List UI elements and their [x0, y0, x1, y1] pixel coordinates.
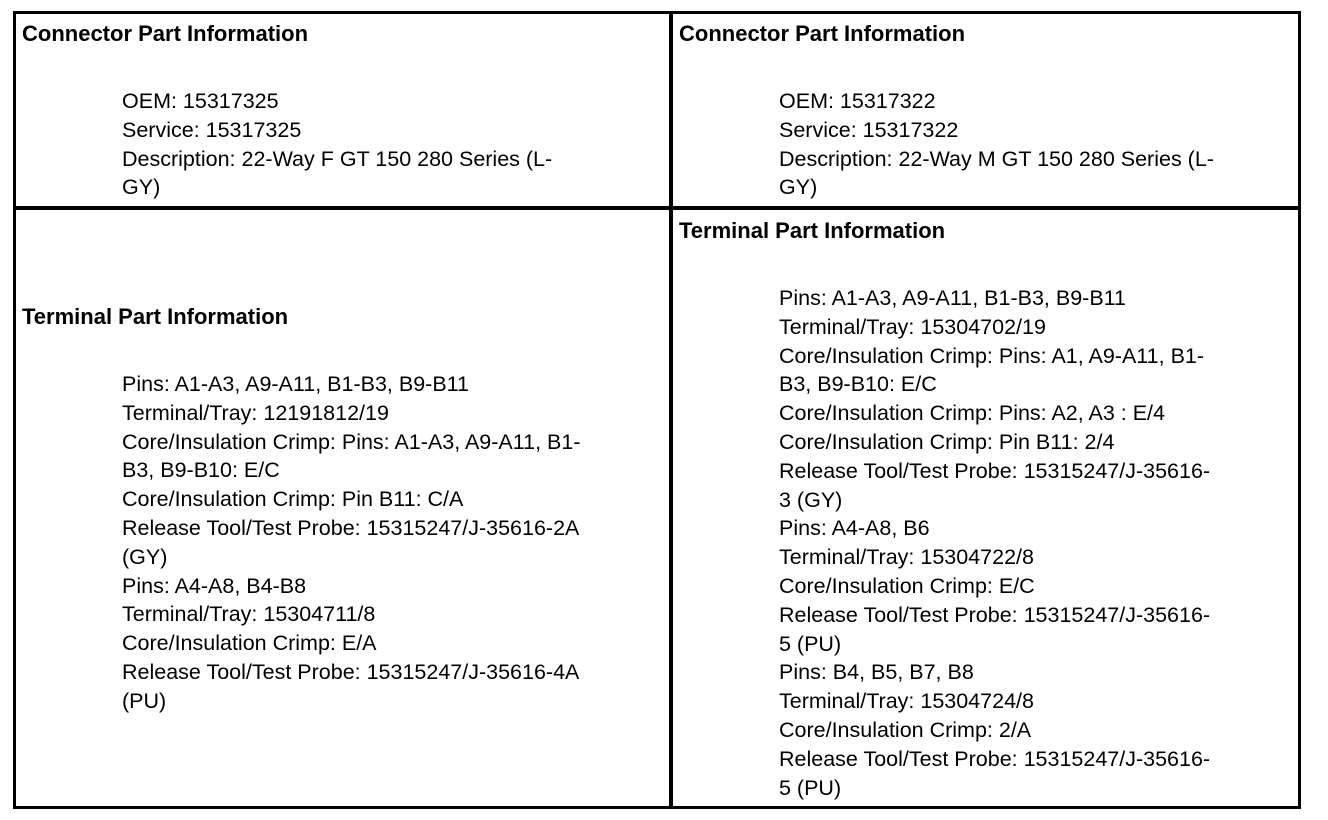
terminal-heading-left: Terminal Part Information: [22, 304, 289, 329]
detail-line: Release Tool/Test Probe: 15315247/J-35616-: [779, 458, 1211, 483]
detail-line: Service: 15317322: [779, 117, 959, 142]
detail-line: Service: 15317325: [122, 117, 302, 142]
terminal-heading-right: Terminal Part Information: [679, 218, 946, 243]
detail-line: Pins: A4-A8, B4-B8: [122, 573, 307, 598]
terminal-cell-left: [16, 210, 669, 806]
detail-line: Core/Insulation Crimp: Pin B11: 2/4: [779, 429, 1115, 454]
detail-line: Core/Insulation Crimp: E/A: [122, 631, 377, 656]
detail-line: Core/Insulation Crimp: E/C: [779, 573, 1035, 598]
detail-line: OEM: 15317322: [779, 89, 936, 113]
detail-line: Core/Insulation Crimp: Pins: A1, A9-A11, B1-: [779, 343, 1205, 368]
detail-line: Pins: B4, B5, B7, B8: [779, 660, 974, 685]
connector-details-left: [122, 87, 552, 202]
detail-line: Release Tool/Test Probe: 15315247/J-35616-4A: [122, 659, 580, 684]
detail-line: Release Tool/Test Probe: 15315247/J-35616-2A: [122, 515, 580, 540]
detail-line: Description: 22-Way M GT 150 280 Series (L-: [779, 146, 1214, 171]
connector-details-right: [779, 87, 1214, 202]
detail-line: Description: 22-Way F GT 150 280 Series (L-: [122, 146, 553, 171]
detail-line: Core/Insulation Crimp: Pin B11: C/A: [122, 487, 464, 512]
detail-line: Core/Insulation Crimp: 2/A: [779, 717, 1032, 742]
detail-line: Pins: A1-A3, A9-A11, B1-B3, B9-B11: [122, 372, 469, 396]
terminal-cell-right: [673, 210, 1298, 806]
detail-line: Terminal/Tray: 15304724/8: [779, 689, 1034, 714]
detail-line: (PU): [122, 688, 167, 713]
detail-line: Pins: A4-A8, B6: [779, 516, 930, 541]
detail-line: Terminal/Tray: 15304711/8: [122, 602, 376, 627]
connector-terminal-table: [13, 11, 1301, 809]
connector-heading-right: Connector Part Information: [679, 21, 966, 46]
detail-line: Terminal/Tray: 15304722/8: [779, 545, 1034, 570]
terminal-details-right: [779, 284, 1210, 802]
detail-line: Core/Insulation Crimp: Pins: A2, A3 : E/4: [779, 401, 1165, 426]
connector-cell-left: [16, 14, 669, 206]
detail-line: OEM: 15317325: [122, 89, 279, 113]
detail-line: Terminal/Tray: 15304702/19: [779, 314, 1046, 339]
detail-line: B3, B9-B10: E/C: [122, 458, 280, 483]
detail-line: Pins: A1-A3, A9-A11, B1-B3, B9-B11: [779, 286, 1126, 310]
detail-line: GY): [122, 175, 161, 200]
detail-line: B3, B9-B10: E/C: [779, 372, 937, 397]
detail-line: 5 (PU): [779, 775, 842, 800]
detail-line: (GY): [122, 544, 168, 569]
detail-line: 5 (PU): [779, 631, 842, 656]
detail-line: Core/Insulation Crimp: Pins: A1-A3, A9-A11, B1-: [122, 429, 581, 454]
connector-cell-right: [673, 14, 1298, 206]
detail-line: 3 (GY): [779, 487, 843, 512]
detail-line: Release Tool/Test Probe: 15315247/J-35616-: [779, 746, 1211, 771]
connector-heading-left: Connector Part Information: [22, 21, 309, 46]
terminal-details-left: [122, 370, 580, 716]
detail-line: Terminal/Tray: 12191812/19: [122, 400, 389, 425]
detail-line: GY): [779, 175, 818, 200]
detail-line: Release Tool/Test Probe: 15315247/J-35616-: [779, 602, 1211, 627]
